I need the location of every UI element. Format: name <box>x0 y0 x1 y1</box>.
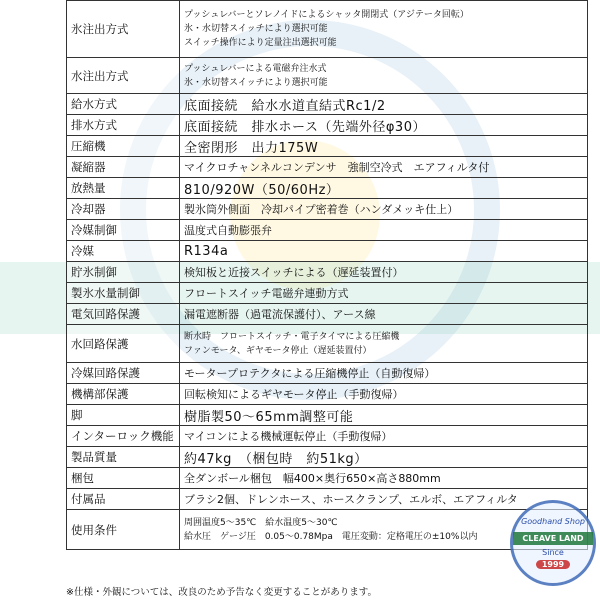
spec-value <box>180 1 588 58</box>
spec-value: 検知板と近接スイッチによる（遅延装置付） <box>180 262 588 283</box>
spec-value: 樹脂製50～65mm調整可能 <box>180 405 588 426</box>
spec-row <box>67 136 588 157</box>
spec-value-line: 氷・水切替スイッチにより選択可能 <box>184 24 328 34</box>
spec-value: ブラシ2個、ドレンホース、ホースクランプ、エルボ、エアフィルタ <box>180 489 588 510</box>
spec-row <box>67 220 588 241</box>
spec-label: 放熱量 <box>67 178 180 199</box>
spec-row <box>67 1 588 58</box>
spec-label: 梱包 <box>67 468 180 489</box>
spec-label: 排水方式 <box>67 115 180 136</box>
spec-label: インターロック機能 <box>67 426 180 447</box>
spec-value: 全密閉形 出力175W <box>180 136 588 157</box>
spec-value: 回転検知によるギヤモータ停止（手動復帰） <box>180 384 588 405</box>
spec-value: マイクロチャンネルコンデンサ 強制空冷式 エアフィルタ付 <box>180 157 588 178</box>
spec-label: 冷却器 <box>67 199 180 220</box>
spec-value: 製氷筒外側面 冷却パイプ密着巻（ハンダメッキ仕上） <box>180 199 588 220</box>
spec-label: 給水方式 <box>67 94 180 115</box>
spec-value-line: 給水圧 ゲージ圧 0.05～0.78Mpa 電圧変動：定格電圧の±10%以内 <box>184 531 478 542</box>
spec-label: 冷媒制御 <box>67 220 180 241</box>
spec-row <box>67 447 588 468</box>
spec-value: 810/920W（50/60Hz） <box>180 178 588 199</box>
spec-label: 冷媒回路保護 <box>67 363 180 384</box>
spec-row <box>67 363 588 384</box>
spec-label: 圧縮機 <box>67 136 180 157</box>
spec-row <box>67 157 588 178</box>
spec-row <box>67 405 588 426</box>
stamp-top-text: Goodhand Shop <box>521 517 585 526</box>
spec-table <box>66 0 588 550</box>
spec-row <box>67 426 588 447</box>
stamp-brand: CLEAVE LAND <box>513 532 593 545</box>
spec-value <box>180 58 588 94</box>
spec-value: フロートスイッチ電磁弁連動方式 <box>180 283 588 304</box>
spec-value: R134a <box>180 241 588 262</box>
spec-row <box>67 262 588 283</box>
spec-value-line: スイッチ操作により定量注出選択可能 <box>184 38 337 48</box>
spec-label: 凝縮器 <box>67 157 180 178</box>
spec-value: 底面接続 給水水道直結式Rc1/2 <box>180 94 588 115</box>
spec-row <box>67 468 588 489</box>
spec-value-line: 氷・水切替スイッチにより選択可能 <box>184 77 328 88</box>
spec-label: 付属品 <box>67 489 180 510</box>
spec-value: 約47kg （梱包時 約51kg） <box>180 447 588 468</box>
spec-label: 製氷水量制御 <box>67 283 180 304</box>
shop-logo-stamp <box>510 500 596 586</box>
spec-value-line: 断水時 フロートスイッチ・電子タイマによる圧縮機 <box>184 331 400 342</box>
spec-label: 水注出方式 <box>67 58 180 94</box>
spec-row <box>67 283 588 304</box>
spec-row <box>67 94 588 115</box>
spec-row <box>67 199 588 220</box>
spec-label: 脚 <box>67 405 180 426</box>
spec-value: マイコンによる機械運転停止（手動復帰） <box>180 426 588 447</box>
spec-value: 温度式自動膨張弁 <box>180 220 588 241</box>
spec-row <box>67 115 588 136</box>
spec-row <box>67 58 588 94</box>
spec-value-line: ファンモータ、ギヤモータ停止（遅延装置付） <box>184 345 372 356</box>
spec-row <box>67 489 588 510</box>
spec-label: 機構部保護 <box>67 384 180 405</box>
spec-value: 全ダンボール梱包 幅400×奥行650×高さ880mm <box>180 468 588 489</box>
spec-label: 製品質量 <box>67 447 180 468</box>
spec-value-line: 周囲温度5～35℃ 給水温度5～30℃ <box>184 517 338 528</box>
spec-value: 漏電遮断器（過電流保護付）、アース線 <box>180 304 588 325</box>
spec-label: 貯氷制御 <box>67 262 180 283</box>
spec-value: モータープロテクタによる圧縮機停止（自動復帰） <box>180 363 588 384</box>
spec-value-line: プッシュレバーとソレノイドによるシャッタ開閉式（アジテータ回転） <box>184 10 469 20</box>
spec-row <box>67 304 588 325</box>
stamp-small-text: Since <box>542 548 564 557</box>
spec-label: 水回路保護 <box>67 325 180 363</box>
spec-label: 電気回路保護 <box>67 304 180 325</box>
spec-value <box>180 325 588 363</box>
spec-row <box>67 325 588 363</box>
spec-row <box>67 384 588 405</box>
spec-value: 底面接続 排水ホース（先端外径φ30） <box>180 115 588 136</box>
stamp-year: 1999 <box>536 560 570 569</box>
footnote: ※仕様・外観については、改良のため予告なく変更することがあります。 <box>66 587 378 598</box>
spec-label: 冷媒 <box>67 241 180 262</box>
spec-label: 使用条件 <box>67 510 180 550</box>
spec-value-line: プッシュレバーによる電磁弁注水式 <box>184 63 327 74</box>
spec-row <box>67 178 588 199</box>
spec-row <box>67 241 588 262</box>
spec-label: 氷注出方式 <box>67 1 180 58</box>
